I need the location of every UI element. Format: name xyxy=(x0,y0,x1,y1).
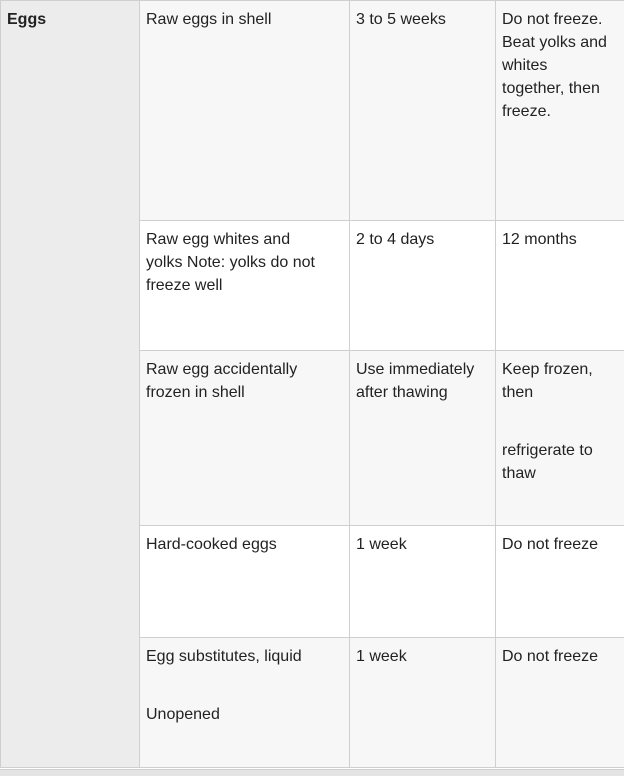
refrigerator-cell xyxy=(350,638,496,768)
product-cell xyxy=(140,526,350,638)
refrigerator-text: 1 week xyxy=(356,645,489,668)
freezer-text: Do not freeze. xyxy=(502,8,618,31)
freezer-cell xyxy=(496,526,624,638)
product-text: Raw egg whites and xyxy=(146,228,343,251)
category-label: Eggs xyxy=(7,11,46,28)
product-text: frozen in shell xyxy=(146,381,343,404)
freezer-text: whites xyxy=(502,54,618,77)
freezer-text: freeze. xyxy=(502,100,618,123)
table-row xyxy=(1,1,624,221)
category-cell xyxy=(1,1,140,768)
freezer-cell xyxy=(496,351,624,526)
product-cell xyxy=(140,221,350,351)
refrigerator-text: 2 to 4 days xyxy=(356,228,489,251)
refrigerator-cell xyxy=(350,1,496,221)
freezer-text: then xyxy=(502,381,618,404)
refrigerator-cell xyxy=(350,221,496,351)
freezer-text: Do not freeze xyxy=(502,645,618,668)
freezer-text: Do not freeze xyxy=(502,533,618,556)
freezer-text: thaw xyxy=(502,462,618,485)
freezer-cell xyxy=(496,638,624,768)
product-text: Egg substitutes, liquid xyxy=(146,645,343,668)
product-text: Unopened xyxy=(146,703,343,726)
refrigerator-text: Use immediately xyxy=(356,358,489,381)
product-text: yolks Note: yolks do not xyxy=(146,251,343,274)
refrigerator-text: 1 week xyxy=(356,533,489,556)
freezer-text: refrigerate to xyxy=(502,439,618,462)
product-text: Raw egg accidentally xyxy=(146,358,343,381)
product-cell xyxy=(140,351,350,526)
freezer-cell xyxy=(496,221,624,351)
product-text: freeze well xyxy=(146,274,343,297)
refrigerator-cell xyxy=(350,351,496,526)
product-text: Hard-cooked eggs xyxy=(146,533,343,556)
freezer-cell xyxy=(496,1,624,221)
paragraph-gap xyxy=(146,668,343,703)
refrigerator-cell xyxy=(350,526,496,638)
freezer-text: Keep frozen, xyxy=(502,358,618,381)
refrigerator-text: after thawing xyxy=(356,381,489,404)
product-cell xyxy=(140,638,350,768)
product-text: Raw eggs in shell xyxy=(146,8,343,31)
paragraph-gap xyxy=(502,404,618,439)
refrigerator-text: 3 to 5 weeks xyxy=(356,8,489,31)
freezer-text: 12 months xyxy=(502,228,618,251)
freezer-text: Beat yolks and xyxy=(502,31,618,54)
product-cell xyxy=(140,1,350,221)
freezer-text: together, then xyxy=(502,77,618,100)
